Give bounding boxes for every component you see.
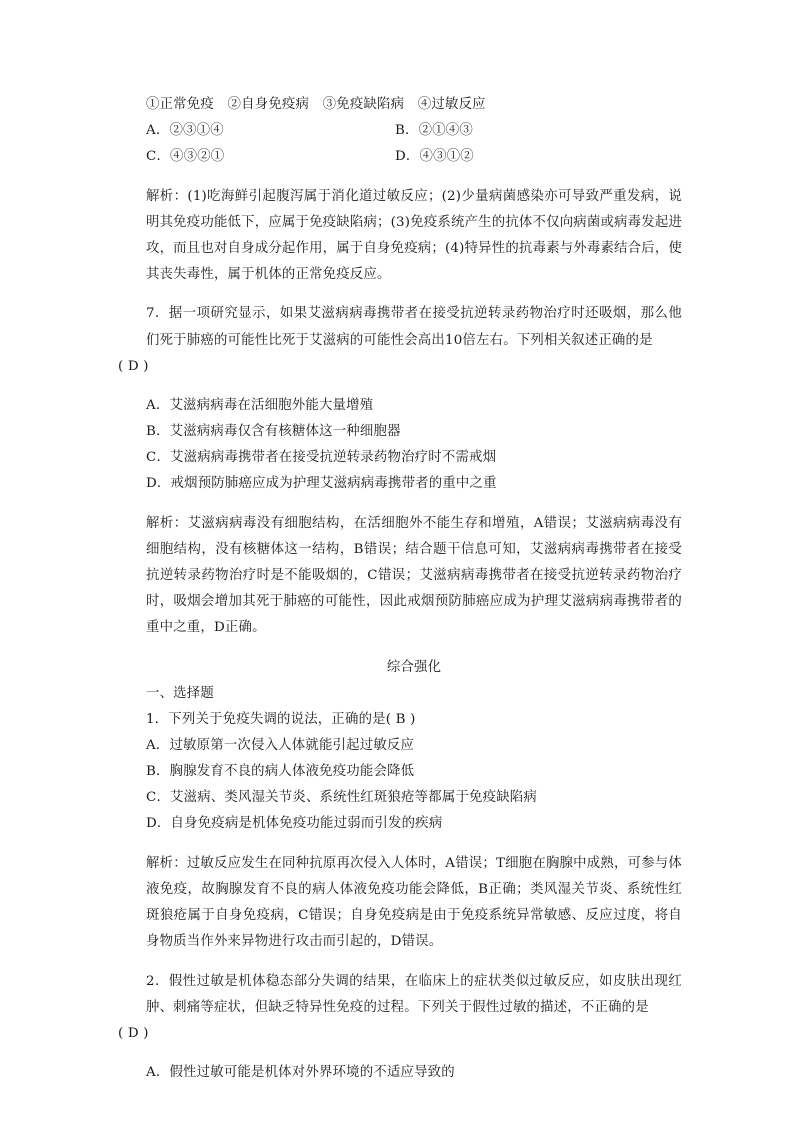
section-title: 综合强化 <box>386 659 442 675</box>
choice-d: D．④③①② <box>395 149 474 165</box>
q7-analysis: 解析：艾滋病病毒没有细胞结构，在活细胞外不能生存和增殖，A错误；艾滋病病毒没有细胞结构，没有核糖体这一结构，B错误；结合题干信息可知，艾滋病病毒携带者在接受抗逆转录药物治疗时是不能吸烟的，C错误；艾滋病病毒携带者在接受抗逆转录药物治疗时，吸烟会增加其死于肺癌的可能性，因此戒烟预防肺癌应成为护理艾滋病病毒携带者的重中之重，D正确。 <box>146 515 682 636</box>
choice-c: C．④③②① <box>146 149 225 165</box>
analysis-paragraph: 解析：(1)吃海鲜引起腹泻属于消化道过敏反应；(2)少量病菌感染亦可导致严重发病，说明其免疫功能低下，应属于免疫缺陷病；(3)免疫系统产生的抗体不仅向病菌或病毒发起进攻，而且也对自身成分起作用，属于自身免疫病；(4)特异性的抗毒素与外毒素结合后，使其丧失毒性，属于机体的正常免疫反应。 <box>146 188 683 282</box>
question-2-answer: ( D ) <box>118 1025 149 1041</box>
q7-option-a: A．艾滋病病毒在活细胞外能大量增殖 <box>146 398 374 414</box>
question-1-stem: 1．下列关于免疫失调的说法，正确的是( B ) <box>146 711 416 727</box>
choice-b: B．②①④③ <box>395 123 473 139</box>
question-2-text: 2．假性过敏是机体稳态部分失调的结果，在临床上的症状类似过敏反应，如皮肤出现红肿、刺痛等症状，但缺乏特异性免疫的过程。下列关于假性过敏的描述，不正确的是 <box>146 973 682 1015</box>
question-2-stem <box>118 969 682 1047</box>
options-line: ①正常免疫 ②自身免疫病 ③免疫缺陷病 ④过敏反应 <box>146 97 486 112</box>
q1-option-a: A．过敏原第一次侵入人体就能引起过敏反应 <box>146 738 415 754</box>
q7-option-d: D．戒烟预防肺癌应成为护理艾滋病病毒携带者的重中之重 <box>146 476 497 492</box>
subsection-title: 一、选择题 <box>146 685 214 701</box>
choice-row <box>146 144 682 170</box>
q1-option-d: D．自身免疫病是机体免疫功能过弱而引发的疾病 <box>146 816 443 832</box>
q7-option-c: C．艾滋病病毒携带者在接受抗逆转录药物治疗时不需戒烟 <box>146 450 497 466</box>
q1-option-b: B．胸腺发育不良的病人体液免疫功能会降低 <box>146 764 415 780</box>
choice-a: A．②③①④ <box>146 123 224 139</box>
page-content <box>118 92 683 1086</box>
q1-option-c: C．艾滋病、类风湿关节炎、系统性红斑狼疮等都属于免疫缺陷病 <box>146 790 537 806</box>
question-7-stem <box>118 301 682 379</box>
q2-option-a: A．假性过敏可能是机体对外界环境的不适应导致的 <box>146 1065 455 1081</box>
q1-analysis: 解析：过敏反应发生在同种抗原再次侵入人体时，A错误；T细胞在胸腺中成熟，可参与体液免疫，故胸腺发育不良的病人体液免疫功能会降低，B正确；类风湿关节炎、系统性红斑狼疮属于自身免疫病，C错误；自身免疫病是由于免疫系统异常敏感、反应过度，将自身物质当作外来异物进行攻击而引起的，D错误。 <box>146 855 682 950</box>
question-7-text: 7．据一项研究显示，如果艾滋病病毒携带者在接受抗逆转录药物治疗时还吸烟，那么他们死于肺癌的可能性比死于艾滋病的可能性会高出10倍左右。下列相关叙述正确的是 <box>146 306 682 348</box>
choice-row <box>146 118 682 144</box>
question-7-answer: ( D ) <box>118 358 149 374</box>
q7-option-b: B．艾滋病病毒仅含有核糖体这一种细胞器 <box>146 424 401 440</box>
